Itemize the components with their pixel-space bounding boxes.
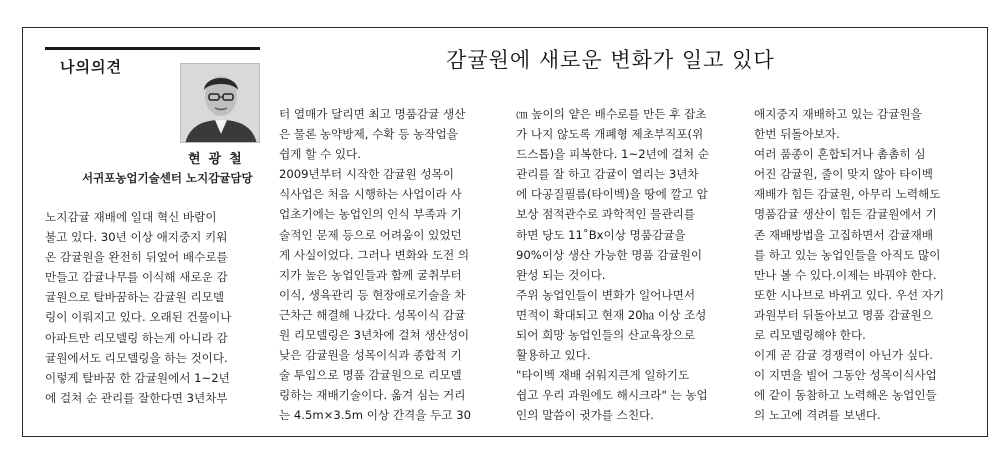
paragraph: 여러 품종이 혼합되거나 촘촘히 심 어진 감귤원, 줄이 맞지 않아 타이벡 재배가 힘든 감귤원, 아무리 노력해도 명품감귤 생산이 힘든 감귤원에서 기 존 재배방법을 고집하면서 감귤재배 를 하고 있는 농업인들을 아직도 많이 만나 볼 수 있다.이제는 바꿔야 한다. 또한 시나브로 바뀌고 있다. 우선 자기 과원부터 뒤돌아보고 명품 감귤원으 로 리모델링해야 한다. — [754, 147, 945, 343]
column-label-rule — [45, 47, 260, 50]
paragraph: ㎝ 높이의 얕은 배수로를 만든 후 잡초 가 나지 않도록 개폐형 제초부직포(위 드스톱)을 피복한다. 1~2년에 걸쳐 순 관리를 잘 하고 감귤이 열리는 3년차 에 다공질필름(타이벡)을 땅에 깔고 압 보상 점적관수로 과학적인 물관리를 하면 당도 11˚Bx이상 명품감귤을 90%이상 생산 가능한 명품 감귤원이 완성 되는 것이다. — [516, 107, 710, 282]
article-column-1 — [45, 207, 263, 408]
headline: 감귤원에 새로운 변화가 일고 있다 — [446, 48, 775, 72]
paragraph: 이게 곧 감귤 경쟁력이 아닌가 싶다. 이 지면을 빌어 그동안 성목이식사업 에 같이 동참하고 노력해온 농업인들 의 노고에 격려를 보낸다. — [754, 348, 937, 423]
author-portrait-icon — [181, 64, 260, 143]
author-name: 현광철 — [188, 152, 250, 167]
author-photo — [180, 63, 260, 143]
paragraph: 2009년부터 시작한 감귤원 성목이 식사업은 처음 시행하는 사업이라 사 업초기에는 농업인의 인식 부족과 기 술적인 문제 등으로 어려움이 있었던 게 사실이었다. 그러나 변화와 도전 의 지가 높은 농업인들과 함께 굴취부터 이식, 생육관리 등 현장애로기술을 차 근차근 해결해 나갔다. 성목이식 감귤 원 리모델링은 3년차에 걸쳐 생산성이 낮은 감귤원을 성목이식과 종합적 기 술 투입으로 명품 감귤원으로 리모델 링하는 재배기술이다. 옮겨 심는 거리 는 4.5m×3.5m 이상 간격을 두고 30 — [279, 167, 471, 423]
article-column-3 — [516, 104, 732, 426]
paragraph: 애지중지 재배하고 있는 감귤원을 한번 뒤돌아보자. — [754, 107, 922, 142]
paragraph: 주위 농업인들이 변화가 일어나면서 면적이 확대되고 현재 20㏊ 이상 조성 되어 희망 농업인들의 산교육장으로 활용하고 있다. — [516, 287, 707, 363]
paragraph: 터 열매가 달리면 최고 명품감귤 생산 은 물론 농약방제, 수확 등 농작업을 쉽게 할 수 있다. — [279, 107, 466, 162]
article-column-2 — [279, 104, 493, 426]
paragraph: 노지감귤 재배에 일대 혁신 바람이 불고 있다. 30년 이상 애지중지 키워 온 감귤원을 완전히 뒤엎어 배수로를 만들고 감귤나무를 이식해 새로운 감 귤원으로 탈바꿈하는 감귤원 리모델 링이 이뤄지고 있다. 오래된 건물이나 아파트만 리모델링 하는게 아니라 감 귤원에서도 리모델링을 하는 것이다. 이렇게 탈바꿈 한 감귤원에서 1~2년 에 걸쳐 순 관리를 잘한다면 3년차부 — [45, 210, 232, 405]
column-label: 나의의견 — [60, 58, 122, 76]
paragraph: "타이벡 재배 쉬워지큰게 일하기도 쉽고 우리 과원에도 해시크라" 는 농업 인의 말씀이 귓가를 스친다. — [516, 368, 708, 423]
author-affiliation: 서귀포농업기술센터 노지감귤담당 — [82, 171, 253, 185]
article-column-4 — [754, 104, 972, 426]
